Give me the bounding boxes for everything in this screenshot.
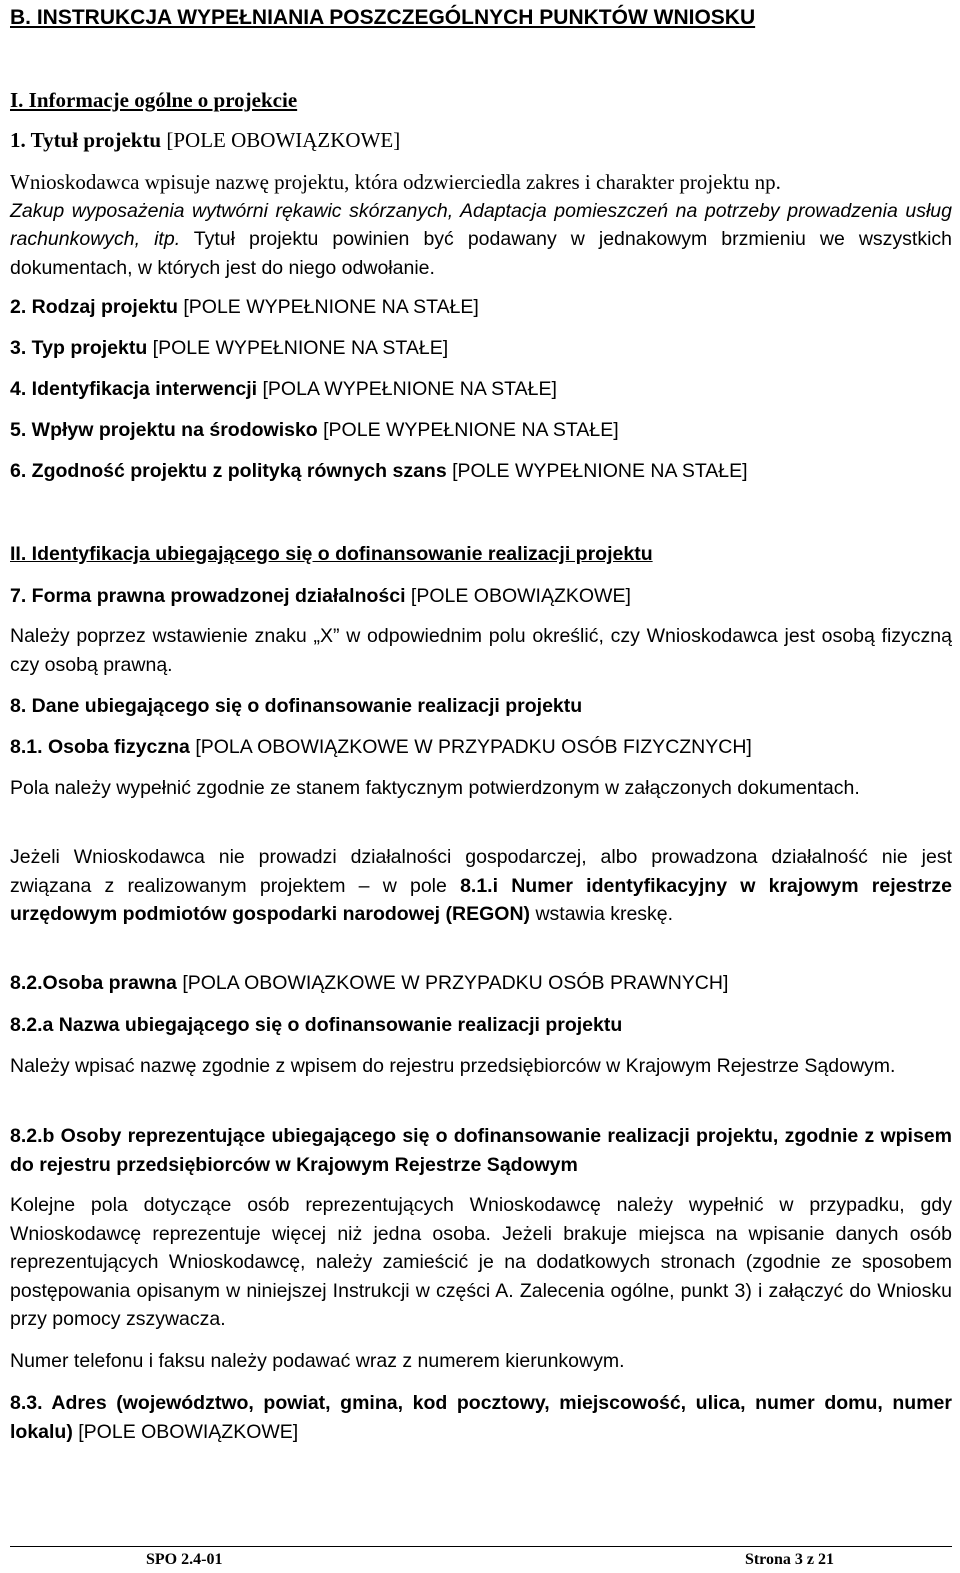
item-2 [10, 293, 952, 322]
item-3 [10, 334, 952, 363]
item-8-1-note-regon: 8.1.i Numer identyfikacyjny w krajowym rejestrze urzędowym podmiotów gospodarki narodowej (REGON) [10, 874, 952, 925]
item-8-2a-title: 8.2.a Nazwa ubiegającego się o dofinansowanie realizacji projektu [10, 1014, 623, 1036]
item-6-tag: [POLE WYPEŁNIONE NA STAŁE] [446, 460, 748, 482]
item-8-2b-title: 8.2.b Osoby reprezentujące ubiegającego się o dofinansowanie realizacji projektu, zgodnie z wpisem do rejestru przedsiębiorców w Krajowym Rejestrze Sądowym [10, 1125, 952, 1176]
item-8-2 [10, 969, 952, 998]
item-1-rest: Tytuł projektu powinien być podawany w jednakowym brzmieniu we wszystkich dokumentach, w których jest do niego odwołanie. [10, 228, 953, 279]
item-7 [10, 582, 952, 611]
item-8-title: 8. Dane ubiegającego się o dofinansowanie realizacji projektu [10, 695, 583, 717]
item-4 [10, 375, 952, 404]
item-8-1-tag: [POLA OBOWIĄZKOWE W PRZYPADKU OSÓB FIZYCZNYCH] [189, 736, 752, 758]
item-8-1-label: 8.1. Osoba fizyczna [10, 736, 190, 758]
page-footer [10, 1546, 952, 1573]
item-1-example: Zakup wyposażenia wytwórni rękawic skórzanych, Adaptacja pomieszczeń na potrzeby prowadzenia usług rachunkowych, itp. [10, 199, 952, 250]
item-7-tag: [POLE OBOWIĄZKOWE] [405, 585, 631, 607]
item-1-example-paragraph [10, 197, 952, 283]
item-8-1-note-c: wstawia kreskę. [530, 903, 674, 925]
item-4-tag: [POLA WYPEŁNIONE NA STAŁE] [257, 378, 557, 400]
footer-doc-code: SPO 2.4-01 [146, 1551, 223, 1568]
item-8-2b-description: Kolejne pola dotyczące osób reprezentujących Wnioskodawcę należy wypełnić w przypadku, gdy Wnioskodawcę reprezentuje więcej niż jedna osoba. Jeżeli brakuje miejsca na wpisanie danych osób reprezentujących Wnioskodawcę, należy zamieścić je na dodatkowych stronach (zgodnie ze sposobem postępowania opisanym w niniejszej Instrukcji w części A. Zalecenia ogólne, punkt 3) i załączyć do Wniosku przy pomocy zszywacza. [10, 1194, 952, 1330]
item-8-2a-description: Należy wpisać nazwę zgodnie z wpisem do rejestru przedsiębiorców w Krajowym Rejestrze Sądowym. [10, 1055, 896, 1077]
item-8-1-note-a: Jeżeli Wnioskodawca nie prowadzi działalności gospodarczej, albo prowadzona działalność nie jest związana z realizowanym projektem – w pole [10, 846, 952, 897]
item-2-label: 2. Rodzaj projektu [10, 296, 178, 318]
item-8-2b-phone-note: Numer telefonu i faksu należy podawać wraz z numerem kierunkowym. [10, 1350, 625, 1372]
section-2-title: II. Identyfikacja ubiegającego się o dofinansowanie realizacji projektu [10, 543, 653, 565]
item-8-3-tag: [POLE OBOWIĄZKOWE] [72, 1420, 299, 1443]
item-3-label: 3. Typ projektu [10, 337, 148, 359]
item-6 [10, 457, 952, 486]
item-2-tag: [POLE WYPEŁNIONE NA STAŁE] [177, 296, 479, 318]
item-8-2-tag: [POLA OBOWIĄZKOWE W PRZYPADKU OSÓB PRAWNYCH] [176, 972, 729, 994]
item-8-1-description: Pola należy wypełnić zgodnie ze stanem faktycznym potwierdzonym w załączonych dokumentach. [10, 777, 860, 799]
item-4-label: 4. Identyfikacja interwencji [10, 378, 258, 400]
item-7-description: Należy poprzez wstawienie znaku „X” w odpowiednim polu określić, czy Wnioskodawca jest osobą fizyczną czy osobą prawną. [10, 625, 952, 676]
item-5-tag: [POLE WYPEŁNIONE NA STAŁE] [317, 419, 619, 441]
section-1-title: I. Informacje ogólne o projekcie [10, 88, 298, 112]
item-3-tag: [POLE WYPEŁNIONE NA STAŁE] [147, 337, 449, 359]
item-1-label: 1. Tytuł projektu [10, 128, 162, 152]
item-6-label: 6. Zgodność projektu z polityką równych szans [10, 460, 447, 482]
item-8-1 [10, 733, 952, 762]
item-8-1-note [10, 843, 952, 929]
document-heading: B. INSTRUKCJA WYPEŁNIANIA POSZCZEGÓLNYCH PUNKTÓW WNIOSKU [10, 6, 756, 29]
item-8-3-label: 8.3. Adres (województwo, powiat, gmina, kod pocztowy, miejscowość, ulica, numer domu, numer lokalu) [10, 1392, 952, 1443]
item-8-3 [10, 1389, 952, 1446]
item-1-heading [10, 126, 952, 155]
item-8-2-label: 8.2.Osoba prawna [10, 972, 177, 994]
item-5-label: 5. Wpływ projektu na środowisko [10, 419, 318, 441]
footer-page-number: Strona 3 z 21 [744, 1551, 834, 1568]
item-7-label: 7. Forma prawna prowadzonej działalności [10, 585, 406, 607]
item-1-description [10, 168, 952, 282]
item-5 [10, 416, 952, 445]
item-1-line1: Wnioskodawca wpisuje nazwę projektu, która odzwierciedla zakres i charakter projektu np. [10, 170, 781, 194]
item-1-tag: [POLE OBOWIĄZKOWE] [166, 128, 401, 152]
